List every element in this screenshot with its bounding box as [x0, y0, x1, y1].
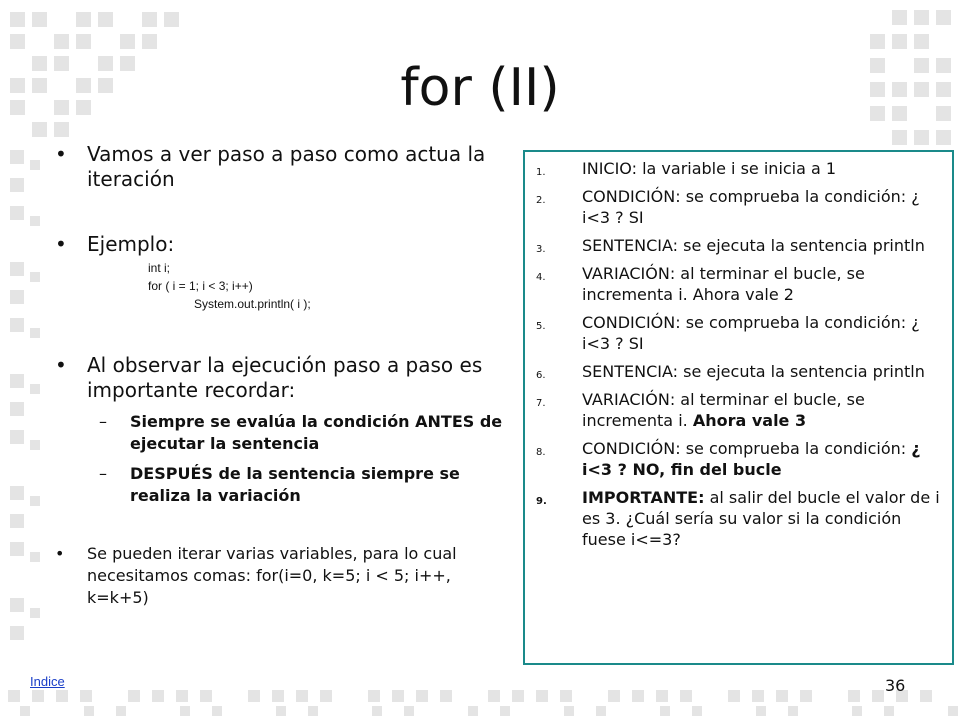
step-item	[525, 186, 952, 228]
bullet-intro-text: Vamos a ver paso a paso como actua la iteración	[87, 142, 486, 191]
index-link[interactable]: Indice	[30, 674, 65, 689]
steps-box	[523, 150, 954, 665]
bullet-example	[55, 232, 515, 257]
step-item	[525, 389, 952, 431]
left-column	[55, 142, 515, 609]
code-line: System.out.println( i );	[194, 297, 311, 311]
bullet-multiple-vars-text: Se pueden iterar varias variables, para lo cual necesitamos comas: for(i=0, k=5; i < 5; i++, k=k+5)	[87, 544, 457, 607]
page-number: 36	[885, 676, 906, 695]
step-number: 1.	[536, 167, 546, 178]
bullet-dot: •	[55, 544, 65, 563]
sub-bullet-condition-text: Siempre se evalúa la condición ANTES de ejecutar la sentencia	[130, 412, 503, 453]
step-number: 2.	[536, 195, 546, 206]
code-line: int i;	[148, 261, 171, 275]
step-text: SENTENCIA: se ejecuta la sentencia println	[582, 236, 925, 255]
step-item	[525, 361, 952, 382]
bullet-observe	[55, 353, 515, 403]
step-number: 3.	[536, 244, 546, 255]
step-item	[525, 158, 952, 179]
bullet-multiple-vars	[55, 543, 515, 609]
slide-title: for (II)	[400, 58, 560, 118]
steps-list	[525, 152, 952, 550]
bullet-dot: •	[55, 232, 67, 256]
code-sample	[148, 259, 515, 313]
step-number: 6.	[536, 370, 546, 381]
step-number: 5.	[536, 321, 546, 332]
code-line: for ( i = 1; i < 3; i++)	[148, 279, 253, 293]
step-item	[525, 312, 952, 354]
step-number: 9.	[536, 496, 547, 507]
step-item	[525, 235, 952, 256]
step-text: CONDICIÓN: se comprueba la condición: ¿ i<3 ? SI	[582, 187, 920, 227]
sub-bullet-variation-text: DESPUÉS de la sentencia siempre se realiza la variación	[130, 464, 460, 505]
sub-bullet-variation	[55, 463, 515, 507]
step-item	[525, 263, 952, 305]
sub-bullet-condition	[55, 411, 515, 455]
dash-marker: –	[99, 412, 107, 431]
step-text: CONDICIÓN: se comprueba la condición: ¿ i<3 ? SI	[582, 313, 920, 353]
step-number: 8.	[536, 447, 546, 458]
step-text: VARIACIÓN: al terminar el bucle, se incrementa i.	[582, 390, 865, 430]
step-number: 7.	[536, 398, 546, 409]
step-text: VARIACIÓN: al terminar el bucle, se incrementa i. Ahora vale 2	[582, 264, 865, 304]
step-text: CONDICIÓN: se comprueba la condición:	[582, 439, 912, 458]
bullet-observe-text: Al observar la ejecución paso a paso es importante recordar:	[87, 353, 483, 402]
bullet-dot: •	[55, 353, 67, 377]
step-text: SENTENCIA: se ejecuta la sentencia println	[582, 362, 925, 381]
bullet-dot: •	[55, 142, 67, 166]
step-emphasis: ¿ i<3 ? NO, fin del bucle	[582, 439, 921, 479]
bullet-example-text: Ejemplo:	[87, 232, 175, 256]
dash-marker: –	[99, 464, 107, 483]
step-emphasis: IMPORTANTE:	[582, 488, 705, 507]
step-number: 4.	[536, 272, 546, 283]
step-item	[525, 487, 952, 550]
step-text: al salir del bucle el valor de i es 3. ¿Cuál sería su valor si la condición fuese i<=3?	[582, 488, 940, 549]
step-emphasis: Ahora vale 3	[692, 411, 807, 430]
step-text: INICIO: la variable i se inicia a 1	[582, 159, 837, 178]
step-item	[525, 438, 952, 480]
bullet-intro	[55, 142, 515, 192]
